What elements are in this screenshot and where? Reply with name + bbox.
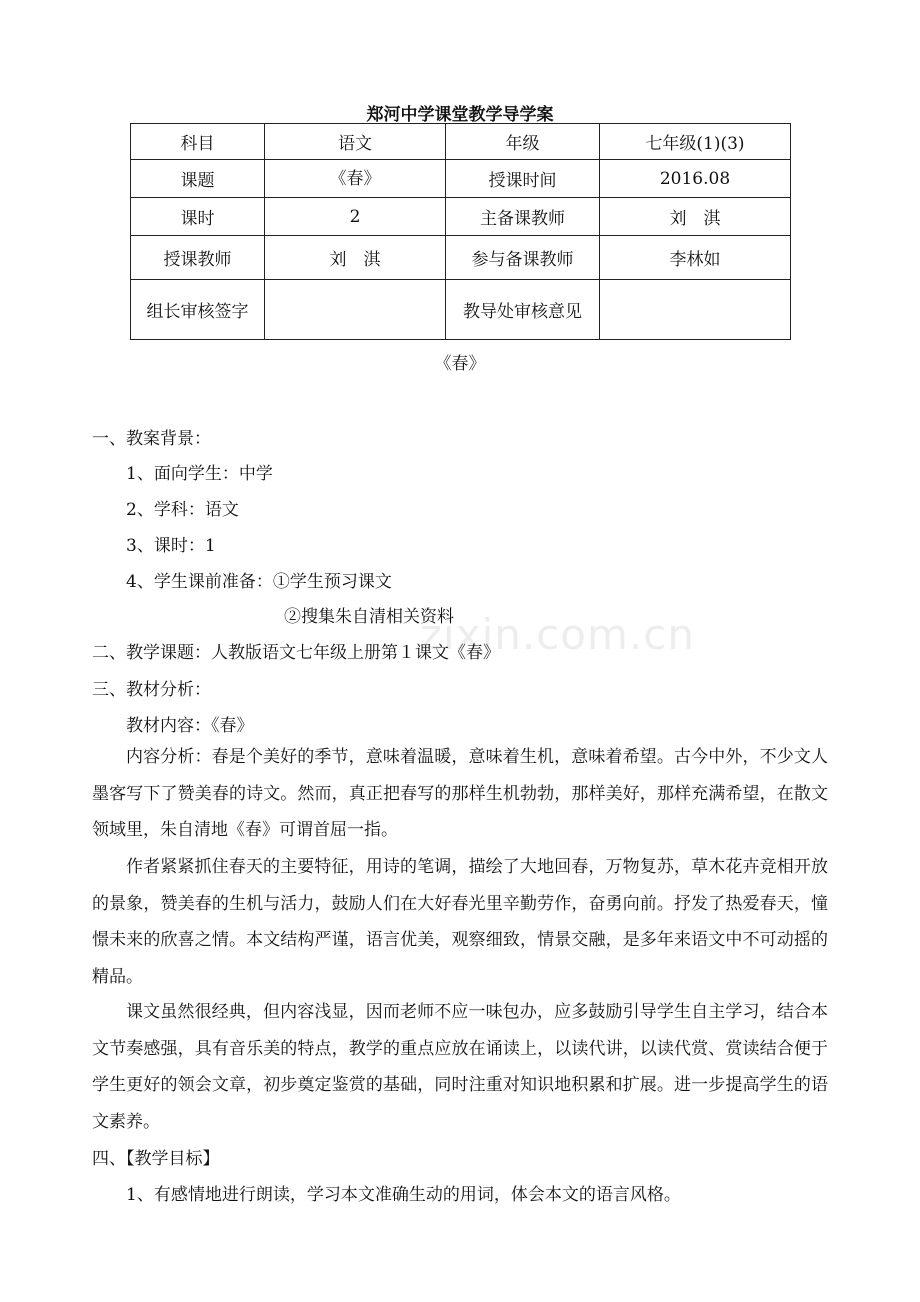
table-cell-label: 主备课教师 <box>446 198 600 236</box>
table-cell-label: 参与备课教师 <box>446 236 600 280</box>
table-cell-label: 课题 <box>131 160 265 198</box>
table-cell-value: 刘 淇 <box>265 236 446 280</box>
section-heading: 二、教学课题：人教版语文七年级上册第１课文《春》 <box>92 643 500 663</box>
table-cell-value: 2016.08 <box>600 160 791 198</box>
paragraph: 内容分析：春是个美好的季节，意味着温暖，意味着生机，意味着希望。古今中外，不少文人墨客写下了赞美春的诗文。然而，真正把春写的那样生机勃勃，那样美好，那样充满希望，在散文领域里，朱自清地《春》可谓首屈一指。 <box>92 747 828 840</box>
table-row <box>131 198 791 236</box>
list-item: 1、面向学生：中学 <box>126 464 273 484</box>
table-cell-label: 科目 <box>131 124 265 160</box>
paragraph: 作者紧紧抓住春天的主要特征，用诗的笔调，描绘了大地回春，万物复苏，草木花卉竞相开放的景象，赞美春的生机与活力，鼓励人们在大好春光里辛勤劳作，奋勇向前。抒发了热爱春天，憧憬未来的欣喜之情。本文结构严谨，语言优美，观察细致，情景交融，是多年来语文中不可动摇的精品。 <box>92 857 828 987</box>
table-cell-value: 刘 淇 <box>600 198 791 236</box>
paragraph: 教材内容：《春》 <box>126 716 254 736</box>
watermark: zixin.com.cn <box>420 610 695 659</box>
document-title: 郑河中学课堂教学导学案 <box>366 105 554 125</box>
table-cell-value <box>600 280 791 340</box>
list-item: 2、学科：语文 <box>126 500 239 520</box>
table-cell-label: 授课教师 <box>131 236 265 280</box>
table-row <box>131 124 791 160</box>
table-cell-value: 七年级(1)(3) <box>600 124 791 160</box>
table-cell-value: 语文 <box>265 124 446 160</box>
list-item: ②搜集朱自清相关资料 <box>284 607 454 627</box>
list-item: 4、学生课前准备：①学生预习课文 <box>126 572 392 592</box>
lesson-info-table <box>130 123 791 340</box>
table-cell-label: 课时 <box>131 198 265 236</box>
list-item: 1、有感情地进行朗读，学习本文准确生动的用词，体会本文的语言风格。 <box>126 1185 681 1205</box>
table-cell-label: 年级 <box>446 124 600 160</box>
table-row <box>131 236 791 280</box>
lesson-title: 《春》 <box>434 354 486 374</box>
paragraph: 课文虽然很经典，但内容浅显，因而老师不应一味包办，应多鼓励引导学生自主学习，结合本文节奏感强，具有音乐美的特点，教学的重点应放在诵读上，以读代讲，以读代赏、赏读结合便于学生更好的领会文章，初步奠定鉴赏的基础，同时注重对知识地积累和扩展。进一步提高学生的语文素养。 <box>92 1002 828 1132</box>
section-heading: 一、教案背景： <box>92 429 211 449</box>
section-heading: 四、【教学目标】 <box>92 1149 220 1169</box>
list-item: 3、课时：1 <box>126 536 216 556</box>
table-cell-value: 2 <box>265 198 446 236</box>
table-cell-value <box>265 280 446 340</box>
table-cell-label: 授课时间 <box>446 160 600 198</box>
table-cell-label: 组长审核签字 <box>131 280 265 340</box>
table-cell-value: 《春》 <box>265 160 446 198</box>
section-heading: 三、教材分析： <box>92 680 211 700</box>
table-cell-label: 教导处审核意见 <box>446 280 600 340</box>
table-cell-value: 李林如 <box>600 236 791 280</box>
table-row <box>131 280 791 340</box>
table-row <box>131 160 791 198</box>
